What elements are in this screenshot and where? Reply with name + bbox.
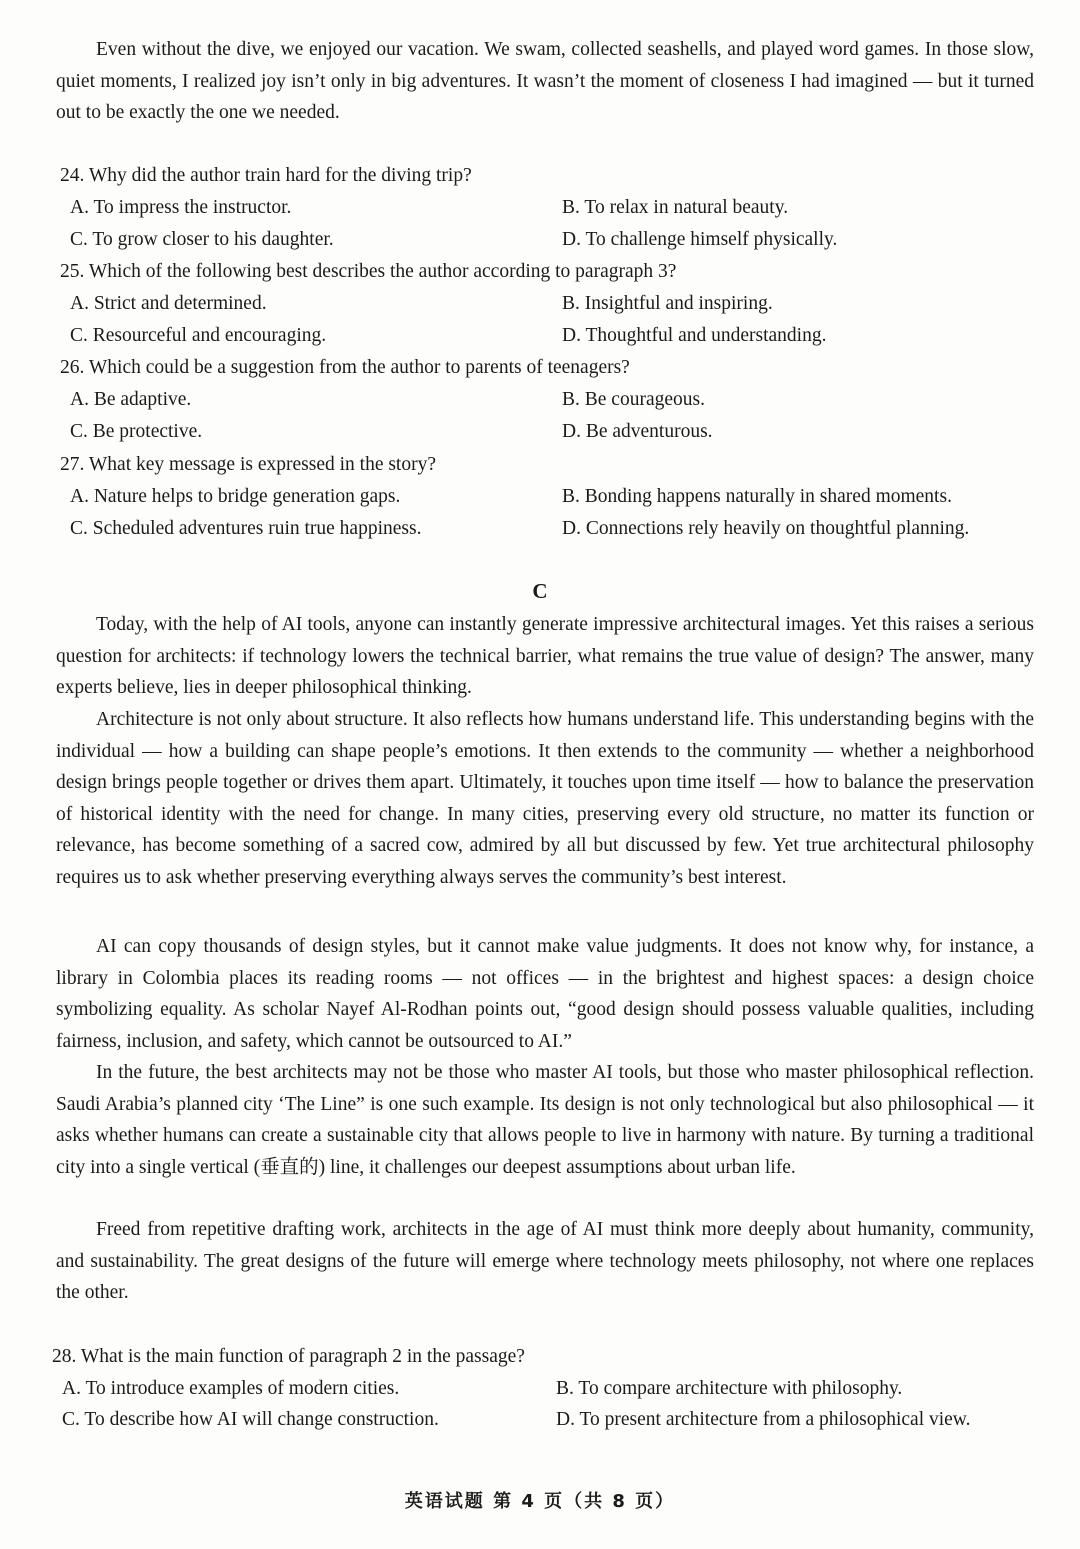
question-28-option-b: B. To compare architecture with philosophy. (556, 1378, 903, 1399)
question-26-option-b: B. Be courageous. (562, 389, 705, 410)
passage-b-closing-paragraph: Even without the dive, we enjoyed our vacation. We swam, collected seashells, and played word games. In those slow, quiet moments, I realized joy isn’t only in big adventures. It wasn’t the moment of closeness I had imagined — but it turned out to be exactly the one we needed. (56, 39, 1034, 123)
section-c-paragraph-2: Architecture is not only about structure. It also reflects how humans understand life. This understanding begins with the individual — how a building can shape people’s emotions. It then extends to the community — whether a neighborhood design brings people together or drives them apart. Ultimately, it touches upon time itself — how to balance the preservation of historical identity with the need for change. In many cities, preserving every old structure, no matter its function or relevance, has become something of a sacred cow, admired by all but discussed by few. Yet true architectural philosophy requires us to ask whether preserving everything always serves the community’s best interest. (56, 709, 1034, 888)
question-25-option-d: D. Thoughtful and understanding. (562, 325, 827, 346)
question-26-stem: 26. Which could be a suggestion from the author to parents of teenagers? (60, 357, 630, 378)
question-27-option-c: C. Scheduled adventures ruin true happiness. (70, 518, 422, 539)
section-c-paragraph-1: Today, with the help of AI tools, anyone can instantly generate impressive architectural images. Yet this raises a serious question for architects: if technology lowers the technical barrier, what remains the true value of design? The answer, many experts believe, lies in deeper philosophical thinking. (56, 614, 1034, 698)
question-28-stem: 28. What is the main function of paragraph 2 in the passage? (52, 1346, 525, 1367)
question-24-option-a: A. To impress the instructor. (70, 197, 292, 218)
question-28-option-d: D. To present architecture from a philosophical view. (556, 1409, 971, 1430)
question-26-option-c: C. Be protective. (70, 421, 203, 442)
page-footer: 英语试题 第 4 页（共 8 页） (404, 1491, 676, 1512)
section-c-paragraph-3: AI can copy thousands of design styles, but it cannot make value judgments. It does not know why, for instance, a library in Colombia places its reading rooms — not offices — in the brightest and highest spaces: a design choice symbolizing equality. As scholar Nayef Al-Rodhan points out, “good design should possess valuable qualities, including fairness, inclusion, and safety, which cannot be outsourced to AI.” (56, 936, 1034, 1052)
section-c-heading: C (532, 579, 548, 603)
question-26-option-a: A. Be adaptive. (70, 389, 192, 410)
question-28-option-c: C. To describe how AI will change construction. (62, 1409, 439, 1430)
question-27-option-a: A. Nature helps to bridge generation gaps. (70, 486, 401, 507)
question-25-stem: 25. Which of the following best describes the author according to paragraph 3? (60, 261, 677, 282)
question-24-stem: 24. Why did the author train hard for the diving trip? (60, 165, 472, 186)
question-27-option-b: B. Bonding happens naturally in shared moments. (562, 486, 952, 507)
question-24-option-b: B. To relax in natural beauty. (562, 197, 789, 218)
question-24-option-c: C. To grow closer to his daughter. (70, 229, 334, 250)
question-28-option-a: A. To introduce examples of modern cities. (62, 1378, 400, 1399)
section-c-paragraph-4: In the future, the best architects may not be those who master AI tools, but those who master philosophical reflection. Saudi Arabia’s planned city ‘The Line” is one such example. Its design is not only technological but also philosophical — it asks whether humans can create a sustainable city that allows people to live in harmony with nature. By turning a traditional city into a single vertical (垂直的) line, it challenges our deepest assumptions about urban life. (56, 1062, 1034, 1178)
section-c-paragraph-5: Freed from repetitive drafting work, architects in the age of AI must think more deeply about humanity, community, and sustainability. The great designs of the future will emerge where technology meets philosophy, not where one replaces the other. (56, 1219, 1034, 1303)
question-24-option-d: D. To challenge himself physically. (562, 229, 838, 250)
question-27-stem: 27. What key message is expressed in the story? (60, 454, 437, 475)
question-26-option-d: D. Be adventurous. (562, 421, 713, 442)
question-27-option-d: D. Connections rely heavily on thoughtful planning. (562, 518, 970, 539)
question-25-option-a: A. Strict and determined. (70, 293, 267, 314)
question-25-option-b: B. Insightful and inspiring. (562, 293, 773, 314)
question-25-option-c: C. Resourceful and encouraging. (70, 325, 327, 346)
